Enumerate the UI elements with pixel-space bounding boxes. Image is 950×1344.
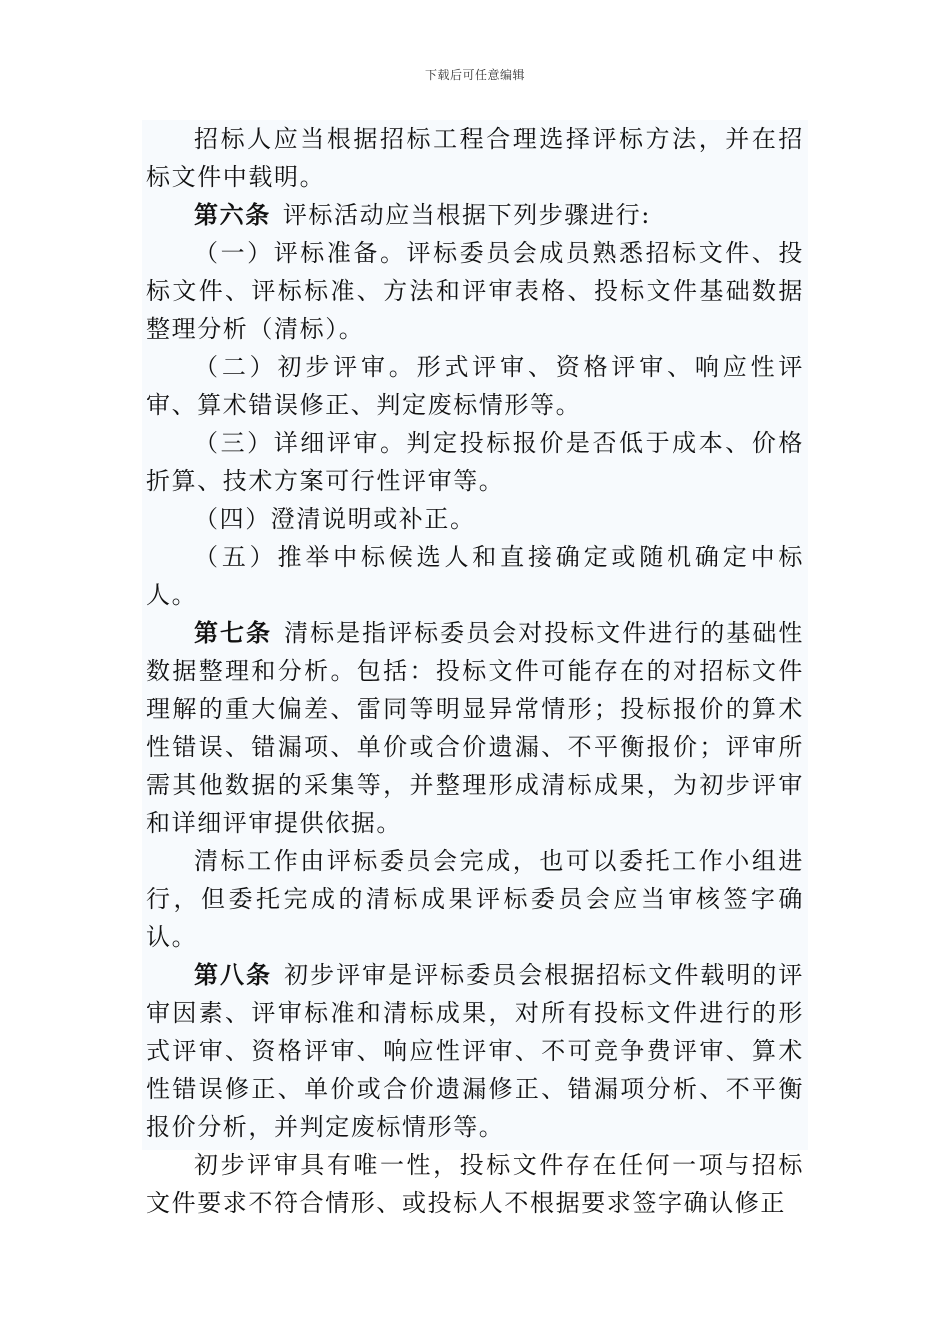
paragraph-step-4 xyxy=(142,500,808,538)
paragraph-text: 清标是指评标委员会对投标文件进行的基础性数据整理和分析。包括：投标文件可能存在的对招标文件理解的重大偏差、雷同等明显异常情形；投标报价的算术性错误、错漏项、单价或合价遗漏、不平衡报价；评审所需其他数据的采集等，并整理形成清标成果，为初步评审和详细评审提供依据。 xyxy=(146,619,804,837)
paragraph-text: 初步评审是评标委员会根据招标文件载明的评审因素、评审标准和清标成果，对所有投标文件进行的形式评审、资格评审、响应性评审、不可竞争费评审、算术性错误修正、单价或合价遗漏修正、错漏项分析、不平衡报价分析，并判定废标情形等。 xyxy=(146,961,804,1141)
page-header-note: 下载后可任意编辑 xyxy=(424,68,525,82)
paragraph-step-3 xyxy=(142,424,808,500)
document-body xyxy=(142,120,808,1217)
article-number: 第六条 xyxy=(194,200,271,229)
paragraph-text: （五）推举中标候选人和直接确定或随机确定中标人。 xyxy=(146,543,804,609)
paragraph-article-6 xyxy=(142,196,808,234)
paragraph-article-8 xyxy=(142,956,808,1146)
paragraph-clearing-work xyxy=(142,842,808,956)
paragraph-step-5 xyxy=(142,538,808,614)
paragraph-text: （三）详细评审。判定投标报价是否低于成本、价格折算、技术方案可行性评审等。 xyxy=(146,429,804,495)
paragraph-text: 清标工作由评标委员会完成，也可以委托工作小组进行，但委托完成的清标成果评标委员会应当审核签字确认。 xyxy=(146,847,804,951)
paragraph-text: 评标活动应当根据下列步骤进行: xyxy=(282,201,651,229)
paragraph-1 xyxy=(142,120,808,196)
paragraph-text: 初步评审具有唯一性，投标文件存在任何一项与招标文件要求不符合情形、或投标人不根据要求签字确认修正 xyxy=(146,1151,804,1217)
article-number: 第七条 xyxy=(194,618,273,647)
article-number: 第八条 xyxy=(194,960,273,989)
paragraph-text: 招标人应当根据招标工程合理选择评标方法，并在招标文件中载明。 xyxy=(146,125,804,191)
paragraph-text: （一）评标准备。评标委员会成员熟悉招标文件、投标文件、评标标准、方法和评审表格、投标文件基础数据整理分析（清标）。 xyxy=(146,239,804,343)
paragraph-article-7 xyxy=(142,614,808,842)
paragraph-step-1 xyxy=(142,234,808,348)
paragraph-preliminary-review xyxy=(142,1146,808,1222)
paragraph-step-2 xyxy=(142,348,808,424)
paragraph-text: （四）澄清说明或补正。 xyxy=(194,505,476,533)
paragraph-text: （二）初步评审。形式评审、资格评审、响应性评审、算术错误修正、判定废标情形等。 xyxy=(146,353,804,419)
